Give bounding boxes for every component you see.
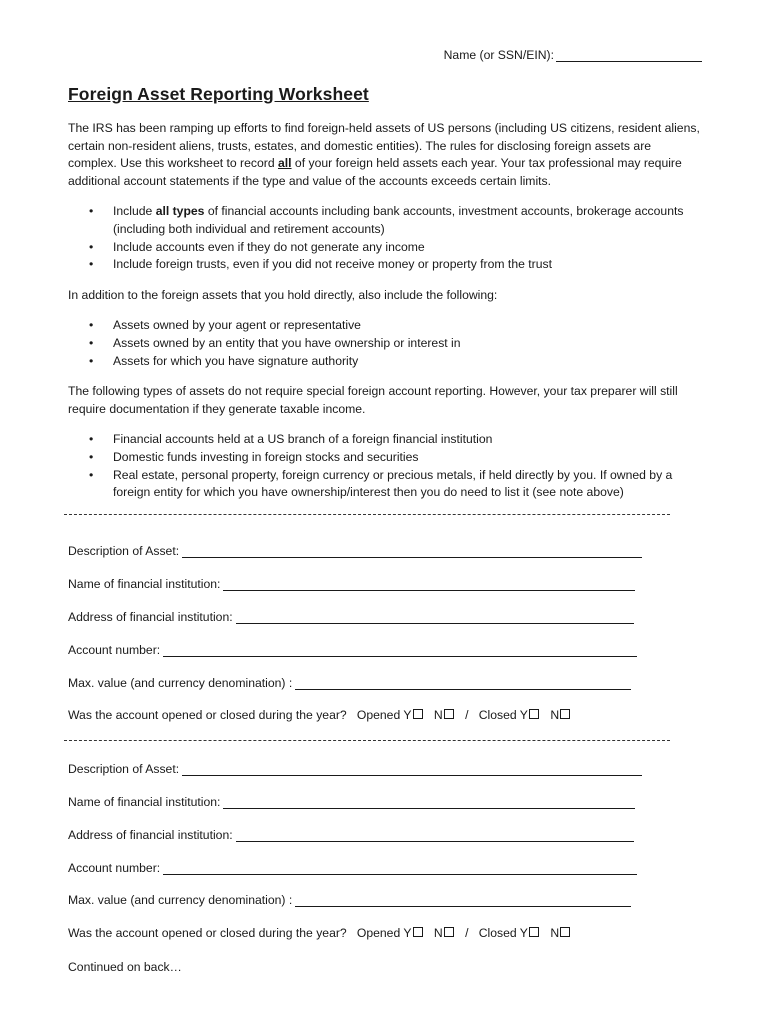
bullet-icon: • <box>89 318 94 333</box>
list-emphasis: all types <box>155 204 205 219</box>
bullet-icon: • <box>89 449 94 464</box>
max-value-label: Max. value (and currency denomination) : <box>68 893 293 907</box>
asset2-opened-no-checkbox[interactable] <box>444 927 454 937</box>
bullet-icon: • <box>89 257 94 272</box>
asset1-description-field[interactable] <box>182 545 642 558</box>
asset2-institution-name-row <box>68 795 635 809</box>
asset1-account-number-row <box>68 643 637 657</box>
additional-paragraph: In addition to the foreign assets that you hold directly, also include the following: <box>68 287 498 302</box>
list-item <box>68 203 702 238</box>
intro-paragraph <box>68 120 702 190</box>
asset1-description-row <box>68 544 642 558</box>
asset1-account-number-field[interactable] <box>163 644 637 657</box>
list-text: Include accounts even if they do not generate any income <box>113 239 425 254</box>
bullet-icon: • <box>89 353 94 368</box>
list-text: Include <box>113 204 156 219</box>
intro-text-a: The IRS has been ramping up efforts to find foreign-held assets of US persons (including US citizens, resident aliens, certain non-resident aliens, trusts, estates, and domestic entities). The rules for disclosing foreign assets are complex. Use this worksheet to record <box>68 121 700 171</box>
asset1-max-value-field[interactable] <box>295 677 631 690</box>
closed-no-label: N <box>550 926 560 940</box>
asset1-closed-yes-checkbox[interactable] <box>529 709 539 719</box>
bullet-icon: • <box>89 335 94 350</box>
list-text: Domestic funds investing in foreign stocks and securities <box>113 449 419 464</box>
asset1-open-close-question <box>68 708 578 722</box>
bullet-icon: • <box>89 467 94 482</box>
asset2-opened-yes-checkbox[interactable] <box>413 927 423 937</box>
separator-slash: / <box>465 926 469 940</box>
asset1-institution-name-field[interactable] <box>223 578 635 591</box>
asset2-closed-no-checkbox[interactable] <box>560 927 570 937</box>
bullet-icon: • <box>89 432 94 447</box>
exemption-paragraph: The following types of assets do not require special foreign account reporting. However, your tax preparer will still require documentation if they generate taxable income. <box>68 384 678 416</box>
asset2-description-field[interactable] <box>182 763 642 776</box>
list-item <box>68 431 702 449</box>
asset1-institution-address-field[interactable] <box>236 611 634 624</box>
asset2-open-close-question <box>68 926 578 940</box>
name-ssn-row <box>444 48 702 62</box>
asset1-opened-yes-checkbox[interactable] <box>413 709 423 719</box>
asset1-opened-no-checkbox[interactable] <box>444 709 454 719</box>
opened-no-label: N <box>433 926 443 940</box>
additional-list <box>68 317 702 370</box>
section-divider <box>64 740 670 741</box>
institution-address-label: Address of financial institution: <box>68 610 233 624</box>
name-ssn-field[interactable] <box>556 48 702 62</box>
asset2-max-value-field[interactable] <box>295 894 631 907</box>
question-label: Was the account opened or closed during the year? <box>68 708 347 722</box>
closed-yes-label: Closed Y <box>478 708 528 722</box>
asset2-description-row <box>68 762 642 776</box>
asset1-institution-address-row <box>68 610 634 624</box>
list-text: Include foreign trusts, even if you did not receive money or property from the trust <box>113 257 552 272</box>
list-item <box>68 256 702 274</box>
institution-address-label: Address of financial institution: <box>68 828 233 842</box>
intro-emphasis: all <box>277 156 292 171</box>
asset1-institution-name-row <box>68 577 635 591</box>
exemption-list <box>68 431 702 501</box>
instructions <box>68 120 702 502</box>
list-item <box>68 449 702 467</box>
bullet-icon: • <box>89 204 94 219</box>
page-title: Foreign Asset Reporting Worksheet <box>68 84 369 104</box>
list-item <box>68 467 702 502</box>
asset2-account-number-field[interactable] <box>163 862 637 875</box>
list-text: Assets for which you have signature authority <box>113 353 359 368</box>
asset2-account-number-row <box>68 861 637 875</box>
asset2-institution-name-field[interactable] <box>223 796 635 809</box>
asset1-max-value-row <box>68 676 631 690</box>
section-divider <box>64 514 670 515</box>
list-text: of financial accounts including bank accounts, investment accounts, brokerage accounts (including both individual and retirement accounts) <box>113 204 684 236</box>
asset2-institution-address-row <box>68 828 634 842</box>
intro-text-b: of your foreign held assets each year. Your tax professional may require additional account statements if the type and value of the accounts exceeds certain limits. <box>68 156 682 188</box>
list-text: Assets owned by your agent or representative <box>113 318 361 333</box>
question-label: Was the account opened or closed during the year? <box>68 926 347 940</box>
list-item <box>68 239 702 257</box>
continued-note: Continued on back… <box>68 960 182 974</box>
opened-yes-label: Opened Y <box>356 926 412 940</box>
asset2-institution-address-field[interactable] <box>236 829 634 842</box>
asset1-closed-no-checkbox[interactable] <box>560 709 570 719</box>
account-number-label: Account number: <box>68 643 161 657</box>
include-list <box>68 203 702 273</box>
closed-yes-label: Closed Y <box>478 926 528 940</box>
institution-name-label: Name of financial institution: <box>68 577 221 591</box>
list-text: Financial accounts held at a US branch of a foreign financial institution <box>113 432 493 447</box>
opened-no-label: N <box>433 708 443 722</box>
asset2-closed-yes-checkbox[interactable] <box>529 927 539 937</box>
opened-yes-label: Opened Y <box>356 708 412 722</box>
max-value-label: Max. value (and currency denomination) : <box>68 676 293 690</box>
list-item <box>68 353 702 371</box>
list-item <box>68 335 702 353</box>
account-number-label: Account number: <box>68 861 161 875</box>
description-label: Description of Asset: <box>68 544 180 558</box>
asset2-max-value-row <box>68 893 631 907</box>
separator-slash: / <box>465 708 469 722</box>
closed-no-label: N <box>550 708 560 722</box>
description-label: Description of Asset: <box>68 762 180 776</box>
bullet-icon: • <box>89 239 94 254</box>
list-text: Real estate, personal property, foreign currency or precious metals, if held directly by you. If owned by a foreign entity for which you have ownership/interest then you do need to list it (see note above) <box>113 467 673 500</box>
name-ssn-label: Name (or SSN/EIN): <box>443 48 554 62</box>
list-item <box>68 317 702 335</box>
institution-name-label: Name of financial institution: <box>68 795 221 809</box>
list-text: Assets owned by an entity that you have ownership or interest in <box>113 335 461 350</box>
